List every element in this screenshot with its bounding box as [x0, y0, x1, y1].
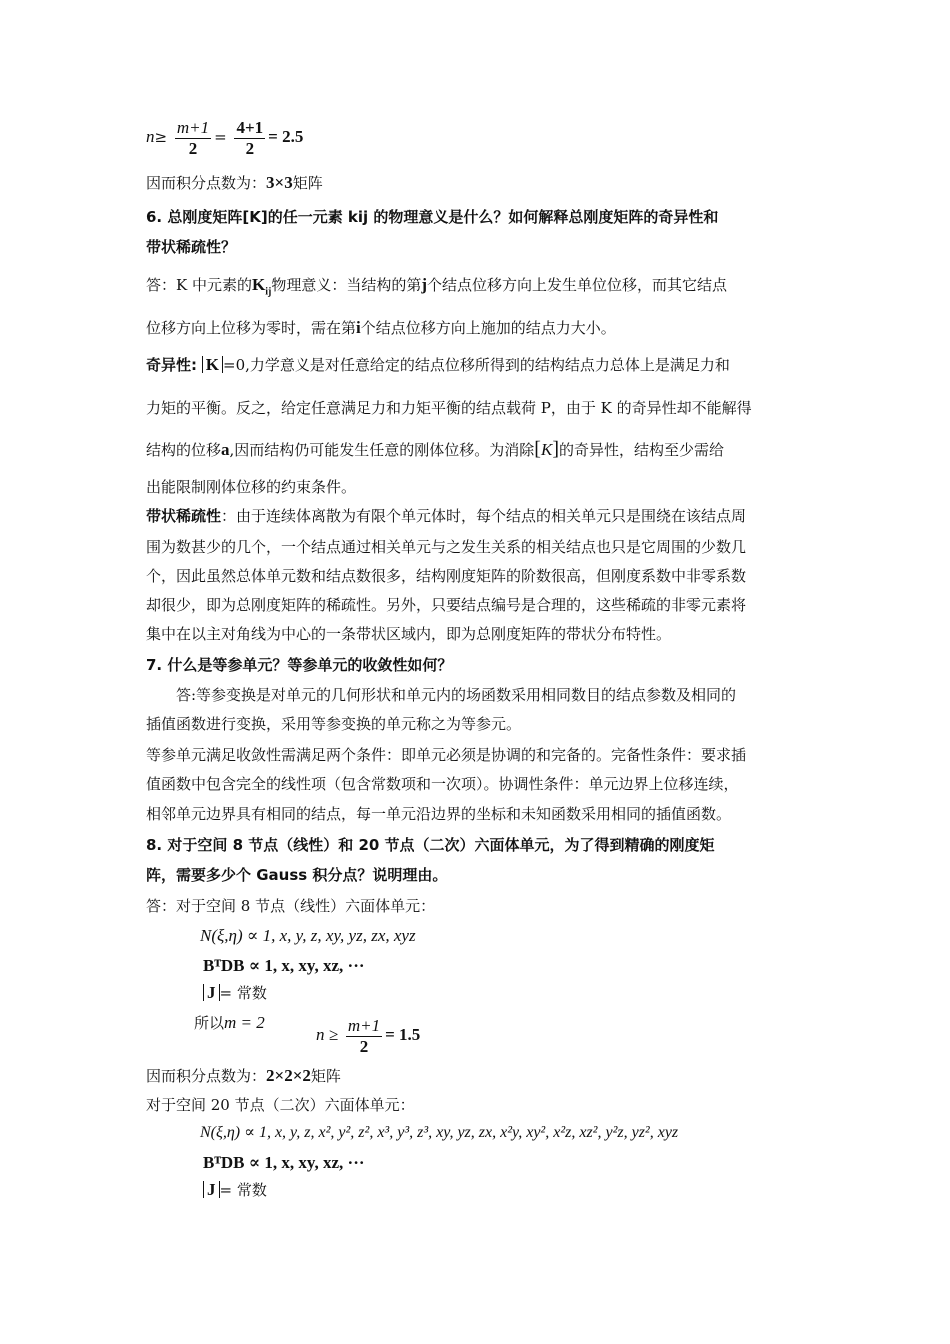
band-label: 带状稀疏性 [146, 507, 222, 525]
integration-points-line [146, 173, 323, 193]
answer-7-line-3: 等参单元满足收敛性需满足两个条件：即单元必须是协调的和完备的。完备性条件：要求插 [146, 746, 747, 764]
k-subscript: ij [265, 286, 272, 298]
text: ：由于连续体离散为有限个单元体时，每个结点的相关单元只是围绕在该结点周 [221, 507, 747, 525]
points-value: 2×2×2 [266, 1066, 311, 1085]
question-6-line-2: 带状稀疏性？ [146, 238, 237, 256]
m-equation: m = 2 [224, 1013, 265, 1032]
answer-8-intro-1: 答：对于空间 8 节点（线性）六面体单元： [146, 897, 436, 915]
question-8-line-2: 阵，需要多少个 Gauss 积分点？说明理由。 [146, 866, 448, 884]
text: 的奇异性，结构至少需给 [558, 441, 724, 459]
symbol-a: a [221, 440, 230, 459]
n-rhs: = 1.5 [385, 1025, 421, 1045]
fraction-denominator: 2 [245, 138, 255, 158]
formula-n-geq [146, 118, 303, 158]
points-value: 3×3 [266, 173, 293, 192]
symbol-K: K [540, 440, 553, 459]
singularity-line-4: 出能限制刚体位移的约束条件。 [146, 478, 357, 496]
jacobian-linear [203, 984, 267, 1002]
band-line-5: 集中在以主对角线为中心的一条带状区域内，即为总刚度矩阵的带状分布特性。 [146, 625, 672, 643]
answer-6-line-1 [146, 275, 727, 298]
text: 答：K 中元素的 [146, 276, 252, 294]
fraction-denominator: 2 [359, 1036, 369, 1056]
text: 个结点位移方向上施加的结点力大小。 [360, 319, 616, 337]
answer-8-intro-2: 对于空间 20 节点（二次）六面体单元： [146, 1096, 415, 1114]
equals-sign: = [214, 128, 227, 147]
so-m-line [194, 1013, 265, 1033]
band-line-2: 围为数甚少的几个，一个结点通过相关单元与之发生关系的相关结点也只是它周围的少数几 [146, 538, 747, 556]
jacobian-text: = 常数 [219, 1181, 267, 1199]
bracket-right: ] [552, 438, 559, 460]
singularity-line-1 [146, 356, 730, 374]
k-base: K [251, 275, 266, 294]
jacobian-symbol: J [203, 984, 220, 1001]
answer-7-line-1: 答:等参变换是对单元的几何形状和单元内的场函数采用相同数目的结点参数及相同的 [176, 686, 737, 704]
btdb-linear: BᵀDB ∝ 1, x, xy, xz, ··· [203, 956, 365, 975]
fraction-m-plus-1-over-2 [346, 1016, 382, 1056]
points-prefix: 因而积分点数为： [146, 174, 267, 192]
text: 个结点位移方向上发生单位位移，而其它结点 [427, 276, 728, 294]
integration-points-linear [146, 1066, 341, 1086]
symbol-n: n [146, 127, 155, 147]
result-value: = 2.5 [268, 127, 304, 147]
jacobian-quadratic [203, 1181, 267, 1199]
jacobian-text: = 常数 [219, 984, 267, 1002]
jacobian-symbol: J [203, 1181, 220, 1198]
text: ,因而结构仍可能发生任意的刚体位移。为消除 [229, 441, 535, 459]
text: 位移方向上位移为零时，需在第 [146, 319, 357, 337]
btdb-quadratic: BᵀDB ∝ 1, x, xy, xz, ··· [203, 1153, 365, 1172]
question-8-line-1: 8. 对于空间 8 节点（线性）和 20 节点（二次）六面体单元，为了得到精确的刚度矩 [146, 836, 715, 854]
fraction-denominator: 2 [188, 138, 198, 158]
band-line-3: 个，因此虽然总体单元数和结点数很多，结构刚度矩阵的阶数很高，但刚度系数中非零系数 [146, 567, 747, 585]
answer-6-line-2 [146, 318, 616, 338]
points-prefix: 因而积分点数为： [146, 1067, 267, 1085]
text: 所以 [194, 1014, 225, 1032]
fraction-4-plus-1-over-2 [234, 118, 265, 158]
shape-function-quadratic: N(ξ,η) ∝ 1, x, y, z, x², y², z², x³, y³, z³, xy, yz, zx, x²y, xy², x²z, xz², y²z, yz², xyz [200, 1124, 679, 1141]
text: 物理意义：当结构的第 [271, 276, 422, 294]
band-line-1 [146, 507, 746, 525]
singularity-label: 奇异性: [146, 356, 197, 374]
answer-7-line-4: 值函数中包含完全的线性项（包含常数项和一次项）。协调性条件：单元边界上位移连续， [146, 775, 739, 793]
determinant-K: K [202, 356, 223, 373]
symbol-geq: ≥ [154, 128, 168, 147]
band-line-4: 却很少，即为总刚度矩阵的稀疏性。另外，只要结点编号是合理的，这些稀疏的非零元素将 [146, 596, 747, 614]
n-formula-linear [316, 1016, 420, 1056]
singularity-line-2: 力矩的平衡。反之，给定任意满足力和力矩平衡的结点载荷 P，由于 K 的奇异性却不能解得 [146, 399, 752, 417]
fraction-numerator: m+1 [347, 1016, 381, 1035]
k-ij-symbol [251, 275, 272, 298]
symbol-i: i [356, 318, 361, 337]
fraction-numerator: m+1 [176, 118, 210, 137]
shape-function-linear: N(ξ,η) ∝ 1, x, y, z, xy, yz, zx, xyz [200, 926, 416, 945]
points-suffix: 矩阵 [292, 174, 323, 192]
fraction-m-plus-1-over-2 [175, 118, 211, 158]
question-7: 7. 什么是等参单元？等参单元的收敛性如何？ [146, 656, 453, 674]
question-6-line-1: 6. 总刚度矩阵[K]的任一元素 kij 的物理意义是什么？如何解释总刚度矩阵的奇异性和 [146, 208, 719, 226]
text: =0,力学意义是对任意给定的结点位移所得到的结构结点力总体上是满足力和 [223, 356, 730, 374]
bracket-left: [ [534, 438, 541, 460]
points-suffix: 矩阵 [310, 1067, 341, 1085]
text: 结构的位移 [146, 441, 222, 459]
singularity-line-3 [146, 437, 724, 461]
symbol-j: j [421, 275, 428, 294]
fraction-numerator: 4+1 [236, 118, 264, 137]
answer-7-line-2: 插值函数进行变换，采用等参变换的单元称之为等参元。 [146, 715, 522, 733]
answer-7-line-5: 相邻单元边界具有相同的结点，每一单元沿边界的坐标和未知函数采用相同的插值函数。 [146, 805, 732, 823]
n-lhs: n ≥ [316, 1025, 339, 1045]
